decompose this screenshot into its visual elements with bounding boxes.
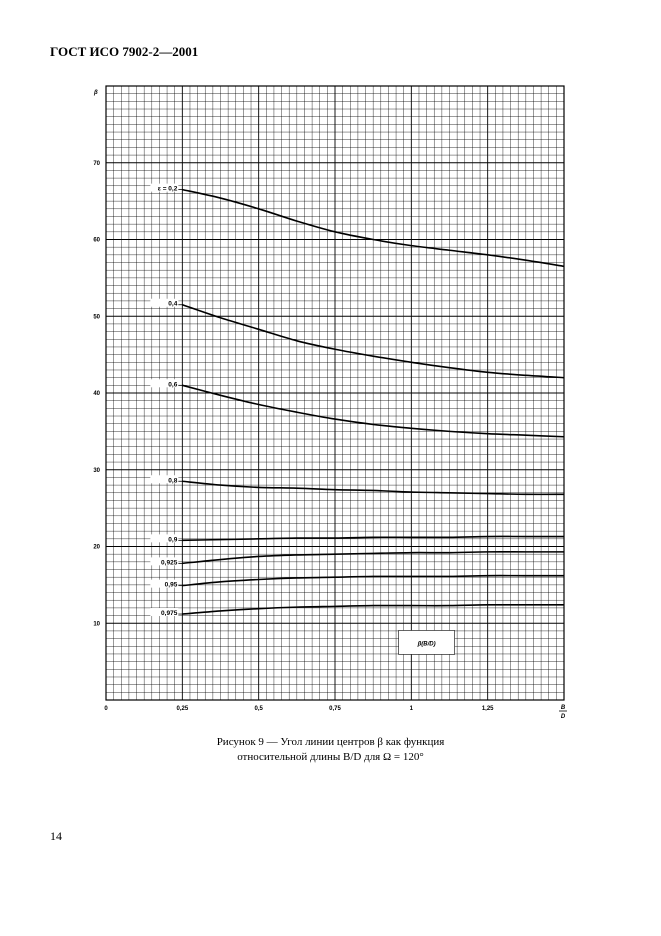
document-header: ГОСТ ИСО 7902-2—2001 [50, 44, 199, 59]
y-tick-label: 30 [93, 467, 100, 474]
y-tick-label: 60 [93, 237, 100, 244]
curve-label: 0,9 [168, 536, 178, 544]
y-tick-label: 50 [93, 314, 100, 321]
x-tick-label: 0 [104, 706, 108, 712]
x-tick-label: 1,25 [481, 706, 494, 712]
caption-line-2: относительной длины B/D для Ω = 120° [237, 751, 424, 763]
curve-label: 0,4 [168, 300, 178, 308]
x-tick-label: 0,25 [176, 706, 189, 712]
curve-label: 0,975 [161, 610, 178, 618]
x-tick-label: 0,75 [329, 706, 341, 712]
y-tick-label: 10 [93, 621, 100, 628]
legend-label: β(B/D) [417, 641, 436, 648]
caption-line-1: Рисунок 9 — Угол линии центров β как функция [216, 736, 445, 748]
y-tick-label: 40 [93, 391, 100, 397]
curve-label: 0,8 [168, 477, 178, 485]
x-tick-label: 1 [409, 706, 414, 712]
y-tick-label: 20 [93, 544, 100, 551]
x-tick-label: 0,5 [254, 706, 263, 712]
curve-labels [150, 184, 182, 617]
x-axis-title [559, 705, 567, 720]
curve-label: ε = 0,2 [157, 185, 178, 193]
page-number: 14 [50, 829, 62, 843]
y-tick-label: 70 [93, 160, 100, 167]
curve-label: 0,95 [164, 581, 178, 589]
curve-label: 0,6 [168, 381, 178, 389]
figure-caption [0, 735, 661, 765]
y-axis-title: β [94, 90, 98, 96]
legend-box [399, 630, 455, 654]
curve-label: 0,925 [161, 559, 178, 567]
x-axis-title-numerator: B [560, 705, 566, 711]
x-axis-title-denominator: D [560, 714, 566, 720]
